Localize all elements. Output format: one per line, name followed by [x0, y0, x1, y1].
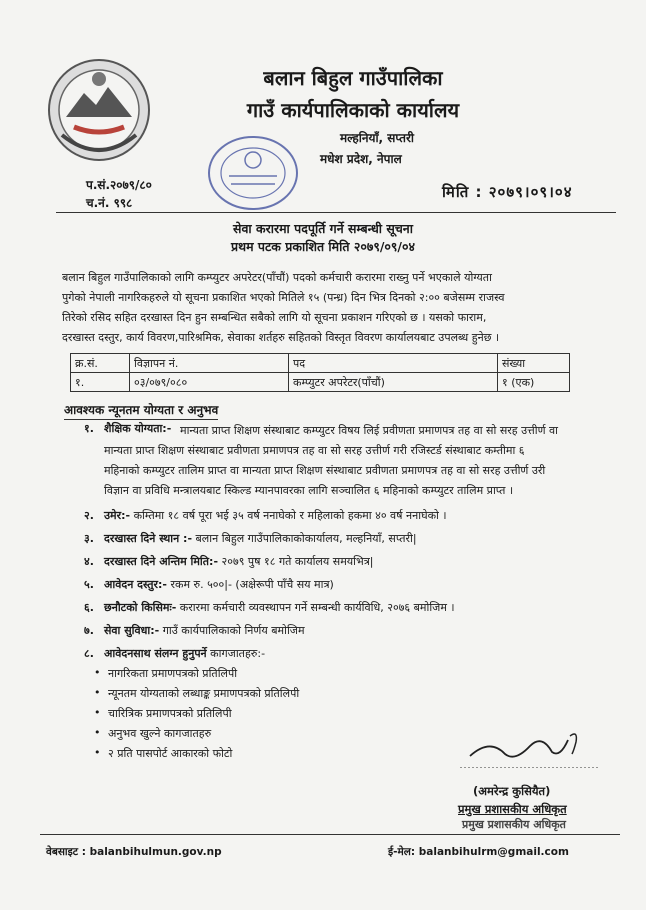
item-label: सेवा सुविधा:-: [104, 624, 160, 637]
header-divider: [56, 212, 616, 213]
address-line-1: मल्हनियाँ, सप्तरी: [340, 131, 414, 145]
item-number: ५.: [84, 578, 94, 591]
signatory-name: (अमरेन्द्र कुसियैत): [473, 784, 551, 798]
publish-date: प्रथम पटक प्रकाशित मिति २०७९/०९/०४: [230, 239, 415, 254]
requirements-heading: आवश्यक न्यूनतम योग्यता र अनुभव: [64, 401, 218, 420]
handwritten-signature-icon: [460, 728, 600, 768]
item-number: ३.: [84, 532, 94, 545]
document-item: • अनुभव खुल्ने कागजातहरु: [108, 726, 211, 741]
item-label: शैक्षिक योग्यता:-: [104, 422, 172, 435]
qualification-line: मान्यता प्राप्त शिक्षण संस्थाबाट प्रवीणता प्रमाणपत्र तह वा सो सरह उत्तीर्ण गरी रजिस्टर्ड संस्थाबाट कम्तीमा ६: [104, 444, 525, 457]
item-label: दरखास्त दिने अन्तिम मिति:-: [104, 555, 219, 568]
qualification-line: मान्यता प्राप्त शिक्षण संस्थाबाट कम्प्युटर विषय लिई प्रवीणता प्रमाणपत्र तह वा सो सरह उत्तीर्ण वा: [180, 424, 558, 437]
item-number: ४.: [84, 555, 94, 568]
vacancy-table: [70, 353, 570, 392]
address-line-2: मधेश प्रदेश, नेपाल: [320, 152, 402, 166]
list-item: [84, 646, 265, 661]
paragraph-line: तिरेको रसिद सहित दरखास्त दिन हुन सम्बन्धित सबैको लागि यो सूचना प्रकाशन गरिएको छ । यसको फाराम,: [62, 311, 487, 324]
item-number: १.: [84, 422, 94, 435]
item-label: आवेदनसाथ संलग्न हुनुपर्ने: [104, 647, 207, 660]
paragraph-line: बलान बिहुल गाउँपालिकाको लागि कम्प्युटर अपरेटर(पाँचौं) पदको कर्मचारी करारमा राख्नु पर्ने भएकाले योग्यता: [62, 271, 492, 284]
item-text: २०७९ पुष १८ गते कार्यालय समयभित्र|: [218, 555, 374, 568]
footer-divider: [40, 834, 620, 835]
notice-title: सेवा करारमा पदपूर्ति गर्ने सम्बन्धी सूचना: [233, 221, 413, 236]
paragraph-line: दरखास्त दस्तुर, कार्य विवरण,पारिश्रमिक, सेवाका शर्तहरु सहितको विस्तृत विवरण कार्यालयबाट उपलब्ध हुनेछ ।: [62, 331, 500, 344]
item-number: २.: [84, 509, 94, 522]
table-cell: १ (एक): [498, 373, 570, 392]
table-row: [71, 373, 570, 392]
table-cell: १.: [71, 373, 130, 392]
list-item: [84, 577, 334, 592]
list-item: [84, 508, 447, 523]
document-item: • २ प्रति पासपोर्ट आकारको फोटो: [108, 746, 232, 761]
col-header: क्र.सं.: [71, 354, 130, 373]
office-subtitle: गाउँ कार्यपालिकाको कार्यालय: [246, 98, 460, 122]
item-text: करारमा कर्मचारी व्यवस्थापन गर्ने सम्बन्धी कार्यविधि, २०७६ बमोजिम ।: [176, 601, 455, 614]
item-text: गाउँ कार्यपालिकाको निर्णय बमोजिम: [159, 624, 305, 637]
item-text: बलान बिहुल गाउँपालिकाकोकार्यालय, मल्हनियाँ, सप्तरी|: [192, 532, 417, 545]
office-name: बलान बिहुल गाउँपालिका: [263, 66, 443, 90]
item-number: ८.: [84, 647, 94, 660]
item-number: ६.: [84, 601, 94, 614]
item-text: कागजातहरु:-: [206, 647, 266, 660]
qualification-line: महिनाको कम्प्युटर तालिम प्राप्त वा मान्यता प्राप्त शिक्षण संस्थाबाट प्रवीणता प्रमाणपत्र तह वा सो सरह उत्तीर्ण उरी: [104, 464, 546, 477]
document-item: • चारित्रिक प्रमाणपत्रको प्रतिलिपी: [108, 706, 232, 721]
reference-number: प.सं.२०७९/८०: [86, 178, 152, 192]
qualification-label: [84, 421, 171, 436]
paragraph-line: पुगेको नेपाली नागरिकहरुले यो सूचना प्रकाशित भएको मितिले १५ (पन्ध्र) दिन भित्र दिनको २:०० बजेसम्म राजस्व: [62, 291, 505, 304]
list-item: [84, 554, 374, 569]
office-stamp-icon: [205, 132, 301, 214]
document-item: • न्यूनतम योग्यताको लब्धाङ्क प्रमाणपत्रको प्रतिलिपी: [108, 686, 299, 701]
item-label: दरखास्त दिने स्थान :-: [104, 532, 193, 545]
signatory-title-secondary: प्रमुख प्रशासकीय अधिकृत: [462, 818, 566, 831]
table-cell: ०३/०७९/०८०: [130, 373, 289, 392]
qualification-line: विज्ञान वा प्रविधि मन्त्रालयबाट स्किल्ड म्यानपावरका लागि सञ्चालित ६ महिनाको कम्प्युटर तालिम प्राप्त ।: [104, 484, 514, 497]
list-item: [84, 600, 455, 615]
footer-website: वेबसाइट : balanbihulmun.gov.np: [46, 846, 222, 858]
item-text: कम्तिमा १८ वर्ष पूरा भई ३५ वर्ष ननाघेको र महिलाको हकमा ४० वर्ष ननाघेको ।: [130, 509, 447, 522]
col-header: विज्ञापन नं.: [130, 354, 289, 373]
notice-date: मिति : २०७९।०९।०४: [442, 183, 573, 201]
table-cell: कम्प्युटर अपरेटर(पाँचौं): [289, 373, 498, 392]
col-header: पद: [289, 354, 498, 373]
signatory-title: प्रमुख प्रशासकीय अधिकृत: [458, 802, 567, 816]
table-header-row: [71, 354, 570, 373]
qualification-text: [104, 441, 616, 501]
list-item: [84, 531, 417, 546]
item-label: छनौटको किसिमः-: [104, 601, 177, 614]
item-label: उमेर:-: [104, 509, 131, 522]
notice-paragraph: [62, 268, 618, 348]
list-item: [84, 623, 305, 638]
item-number: ७.: [84, 624, 94, 637]
item-label: आवेदन दस्तुर:-: [104, 578, 167, 591]
item-text: रकम रु. ५००|- (अक्षेरूपी पाँचै सय मात्र): [167, 578, 334, 591]
dispatch-number: च.नं. ९९८: [86, 196, 133, 210]
document-item: • नागरिकता प्रमाणपत्रको प्रतिलिपी: [108, 666, 237, 681]
qualification-text-first: [180, 421, 616, 441]
col-header: संख्या: [498, 354, 570, 373]
footer-email: ई-मेल: balanbihulrm@gmail.com: [388, 846, 569, 858]
